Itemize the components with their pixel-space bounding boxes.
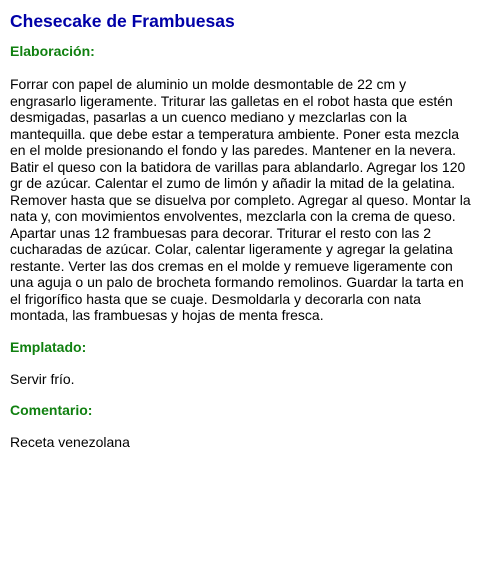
emplatado-text: Servir frío. [10, 370, 75, 387]
elaboracion-heading: Elaboración: [10, 43, 95, 59]
recipe-title: Chesecake de Frambuesas [10, 11, 235, 31]
comentario-heading: Comentario: [10, 402, 93, 418]
emplatado-heading: Emplatado: [10, 338, 87, 355]
comentario-text: Receta venezolana [10, 434, 130, 450]
elaboracion-text: Forrar con papel de aluminio un molde desmontable de 22 cm y engrasarlo ligeramente. Triturar las galletas en el robot hasta que estén desmigadas, pasarlas a un cuenco mediano y mezclarlas con la mantequilla. que debe estar a temperatura ambiente. Poner esta mezcla en el molde presionando el fondo y las paredes. Mantener en la nevera. Batir el queso con la batidora de varillas para ablandarlo. Agregar los 120 gr de azúcar. Calentar el zumo de limón y añadir la mitad de la gelatina. Remover hasta que se disuelva por completo. Agregar al queso. Montar la nata y, con movimientos envolventes, mezclarla con la crema de queso. Apartar unas 12 frambuesas para decorar. Triturar el resto con las 2 cucharadas de azúcar. Colar, calentar ligeramente y agregar la gelatina restante. Verter las dos cremas en el molde y remueve ligeramente con una aguja o un palo de brocheta formando remolinos. Guardar la tarta en el frigorífico hasta que se cuaje. Desmoldarla y decorarla con nata montada, las frambuesas y hojas de menta fresca. [10, 76, 471, 323]
